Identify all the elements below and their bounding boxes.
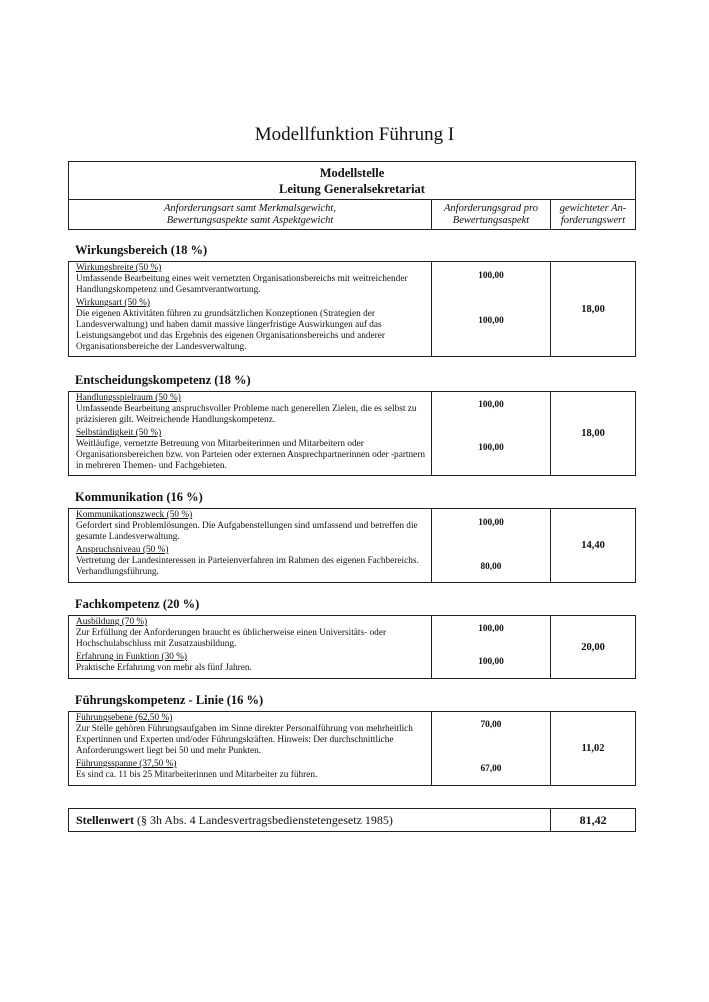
section-fachkompetenz bbox=[68, 597, 636, 679]
aspect-item bbox=[76, 545, 427, 578]
column-header-requirement-line-2: Bewertungsaspekte samt Aspektgewicht bbox=[166, 215, 334, 226]
aspect-title: Kommunikationszweck (50 %) bbox=[76, 510, 193, 520]
section-box bbox=[68, 508, 636, 583]
aspect-item bbox=[76, 759, 427, 781]
aspect-score: 100,00 bbox=[478, 316, 504, 326]
aspect-description: Umfassende Bearbeitung anspruchsvoller Probleme nach generellen Zielen, die es selbst zu präzisieren gilt. Weitreichende Handlungskompetenz. bbox=[76, 404, 417, 425]
degree-column bbox=[431, 509, 550, 582]
weighted-value: 20,00 bbox=[550, 616, 635, 678]
total-note: (§ 3h Abs. 4 Landesvertragsbedienstetengesetz 1985) bbox=[136, 812, 393, 827]
aspect-title: Handlungsspielraum (50 %) bbox=[76, 393, 181, 403]
column-header-degree-line-1: Anforderungsgrad pro bbox=[443, 202, 539, 214]
aspect-title: Führungsebene (62,50 %) bbox=[76, 713, 173, 723]
aspects-column bbox=[69, 712, 431, 785]
aspect-item bbox=[76, 617, 427, 650]
degree-column bbox=[431, 262, 550, 356]
aspects-column bbox=[69, 262, 431, 356]
section-title: Wirkungsbereich (18 %) bbox=[75, 243, 208, 257]
section-title: Fachkompetenz (20 %) bbox=[75, 597, 200, 611]
aspect-description: Zur Stelle gehören Führungsaufgaben im Sinne direkter Personalführung von mehrheitlich Expertinnen und Experten und/oder Führungskräften. Hinweis: Der durchschnittliche Anforderungswert liegt bei 50 und mehr Punkten. bbox=[76, 724, 413, 756]
column-header-requirement bbox=[69, 200, 431, 230]
aspect-item bbox=[76, 428, 427, 472]
aspect-description: Vertretung der Landesinteressen in Parteienverfahren im Rahmen des eigenen Fachbereichs. Verhandlungsführung. bbox=[76, 556, 419, 577]
column-header-weighted-line-1: gewichteter An- bbox=[559, 202, 627, 214]
aspect-score: 100,00 bbox=[478, 657, 504, 667]
aspect-score: 100,00 bbox=[478, 443, 504, 453]
aspects-column bbox=[69, 392, 431, 475]
aspect-description: Gefordert sind Problemlösungen. Die Aufgabenstellungen sind umfassend und betreffen die gesamte Landesverwaltung. bbox=[76, 521, 418, 542]
aspects-column bbox=[69, 616, 431, 678]
aspect-item bbox=[76, 713, 427, 757]
aspect-description: Zur Erfüllung der Anforderungen braucht es üblicherweise einen Universitäts- oder Hochschulabschluss mit Zusatzausbildung. bbox=[76, 628, 387, 649]
aspect-score: 100,00 bbox=[478, 518, 504, 528]
aspect-score: 80,00 bbox=[480, 562, 502, 572]
aspect-title: Wirkungsart (50 %) bbox=[76, 298, 150, 308]
aspect-item bbox=[76, 652, 427, 674]
weighted-value: 14,40 bbox=[550, 509, 635, 582]
aspect-description: Die eigenen Aktivitäten führen zu grundsätzlichen Konzeptionen (Strategien der Landesverwaltung) und haben damit massive längerfristige Auswirkungen auf das Leistungsangebot und das Ergebnis des eigenen Organisationsbereichs und anderer Organisationsbereiche der Landesverwaltung. bbox=[76, 309, 385, 352]
aspect-description: Weitläufige, vernetzte Betreuung von Mitarbeiterinnen und Mitarbeitern oder Organisationsbereichen bzw. von Parteien oder externen Ansprechpartnerinnen oder -partnern in mehreren Themen- und Fachgebieten. bbox=[76, 439, 426, 471]
column-header-requirement-line-1: Anforderungsart samt Merkmalsgewicht, bbox=[164, 202, 336, 214]
section-box bbox=[68, 711, 636, 786]
section-wirkungsbereich bbox=[68, 243, 636, 357]
section-fuehrungskompetenz bbox=[68, 693, 636, 786]
section-box bbox=[68, 391, 636, 476]
aspect-description: Praktische Erfahrung von mehr als fünf Jahren. bbox=[76, 663, 252, 673]
column-header-degree-line-2: Bewertungsaspekt bbox=[452, 215, 530, 226]
aspect-score: 100,00 bbox=[478, 624, 504, 634]
aspect-item bbox=[76, 263, 427, 296]
section-entscheidungskompetenz bbox=[68, 373, 636, 476]
aspect-title: Erfahrung in Funktion (30 %) bbox=[76, 652, 188, 662]
aspects-column bbox=[69, 509, 431, 582]
total-label: Stellenwert bbox=[76, 812, 134, 827]
aspect-item bbox=[76, 510, 427, 543]
page-title: Modellfunktion Führung I bbox=[254, 124, 455, 145]
aspect-title: Anspruchsniveau (50 %) bbox=[76, 545, 169, 555]
section-box bbox=[68, 261, 636, 357]
section-title: Entscheidungskompetenz (18 %) bbox=[75, 373, 251, 387]
aspect-score: 100,00 bbox=[478, 400, 504, 410]
aspect-score: 67,00 bbox=[480, 764, 502, 774]
total-value: 81,42 bbox=[550, 809, 635, 831]
aspect-title: Wirkungsbreite (50 %) bbox=[76, 263, 162, 273]
total-label-cell bbox=[69, 813, 550, 828]
degree-column bbox=[431, 392, 550, 475]
aspect-item bbox=[76, 298, 427, 353]
aspect-score: 70,00 bbox=[480, 720, 502, 730]
aspect-title: Ausbildung (70 %) bbox=[76, 617, 148, 627]
section-title: Führungskompetenz - Linie (16 %) bbox=[75, 693, 264, 707]
header-line-1: Modellstelle bbox=[319, 166, 385, 180]
degree-column bbox=[431, 712, 550, 785]
column-header-degree bbox=[431, 200, 550, 230]
section-title: Kommunikation (16 %) bbox=[75, 490, 203, 504]
aspect-score: 100,00 bbox=[478, 271, 504, 281]
column-header-weighted bbox=[550, 200, 635, 230]
column-header-weighted-line-2: forderungswert bbox=[560, 215, 626, 226]
aspect-description: Es sind ca. 11 bis 25 Mitarbeiterinnen und Mitarbeiter zu führen. bbox=[76, 770, 318, 780]
header-line-2: Leitung Generalsekretariat bbox=[279, 182, 425, 196]
weighted-value: 18,00 bbox=[550, 392, 635, 475]
total-row bbox=[68, 808, 636, 832]
weighted-value: 11,02 bbox=[550, 712, 635, 785]
header-columns bbox=[69, 200, 635, 230]
aspect-title: Selbständigkeit (50 %) bbox=[76, 428, 162, 438]
aspect-description: Umfassende Bearbeitung eines weit vernetzten Organisationsbereichs mit weitreichender Handlungskompetenz und Gesamtverantwortung. bbox=[76, 274, 408, 295]
weighted-value: 18,00 bbox=[550, 262, 635, 356]
header-title bbox=[69, 162, 635, 200]
section-kommunikation bbox=[68, 490, 636, 583]
aspect-title: Führungsspanne (37,50 %) bbox=[76, 759, 177, 769]
section-box bbox=[68, 615, 636, 679]
aspect-item bbox=[76, 393, 427, 426]
header-table bbox=[68, 161, 636, 230]
degree-column bbox=[431, 616, 550, 678]
